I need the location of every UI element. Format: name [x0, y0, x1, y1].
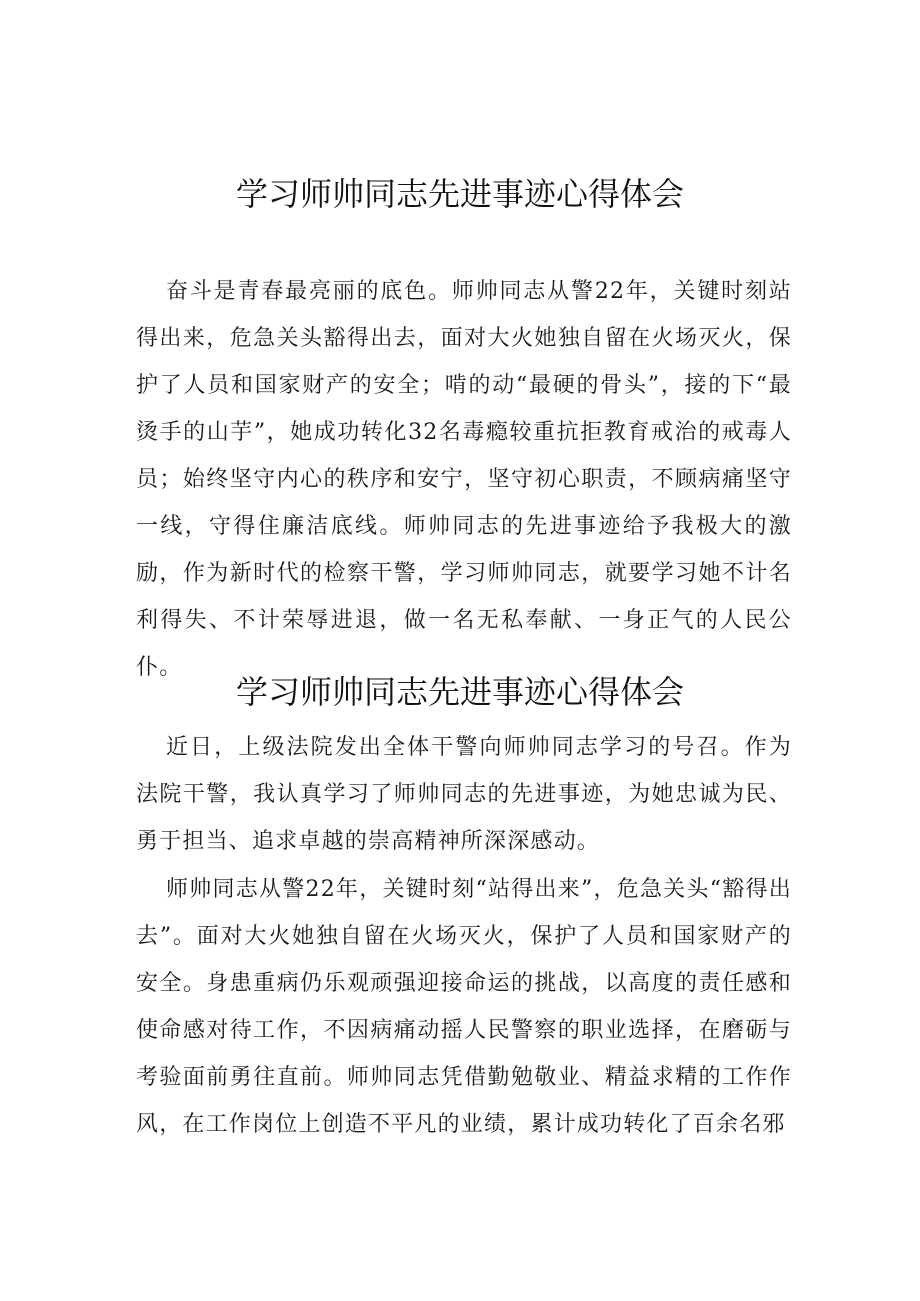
body-paragraph: 奋斗是青春最亮丽的底色。师帅同志从警22年，关键时刻站得出来，危急关头豁得出去，面对大火她独自留在火场灭火，保护了人员和国家财产的安全；啃的动“最硬的骨头”，接的下“最烫手的山芋”，她成功转化32名毒瘾较重抗拒教育戒治的戒毒人员；始终坚守内心的秩序和安宁，坚守初心职责，不顾病痛坚守一线，守得住廉洁底线。师帅同志的先进事迹给予我极大的激励，作为新时代的检察干警，学习师帅同志，就要学习她不计名利得失、不计荣辱进退，做一名无私奉献、一身正气的人民公仆。: [136, 279, 792, 680]
body-paragraph: 近日，上级法院发出全体干警向师帅同志学习的号召。作为法院干警，我认真学习了师帅同志的先进事迹，为她忠诚为民、勇于担当、追求卓越的崇高精神所深深感动。: [136, 735, 792, 854]
document-title: 学习师帅同志先进事迹心得体会: [235, 175, 684, 213]
body-paragraph: 师帅同志从警22年，关键时刻“站得出来”，危急关头“豁得出去”。面对大火她独自留在火场灭火，保护了人员和国家财产的安全。身患重病仍乐观顽强迎接命运的挑战，以高度的责任感和使命感对待工作，不因病痛动摇人民警察的职业选择，在磨砺与考验面前勇往直前。师帅同志凭借勤勉敬业、精益求精的工作作风，在工作岗位上创造不平凡的业绩，累计成功转化了百余名邪: [136, 877, 792, 1137]
section-title: 学习师帅同志先进事迹心得体会: [235, 673, 684, 711]
